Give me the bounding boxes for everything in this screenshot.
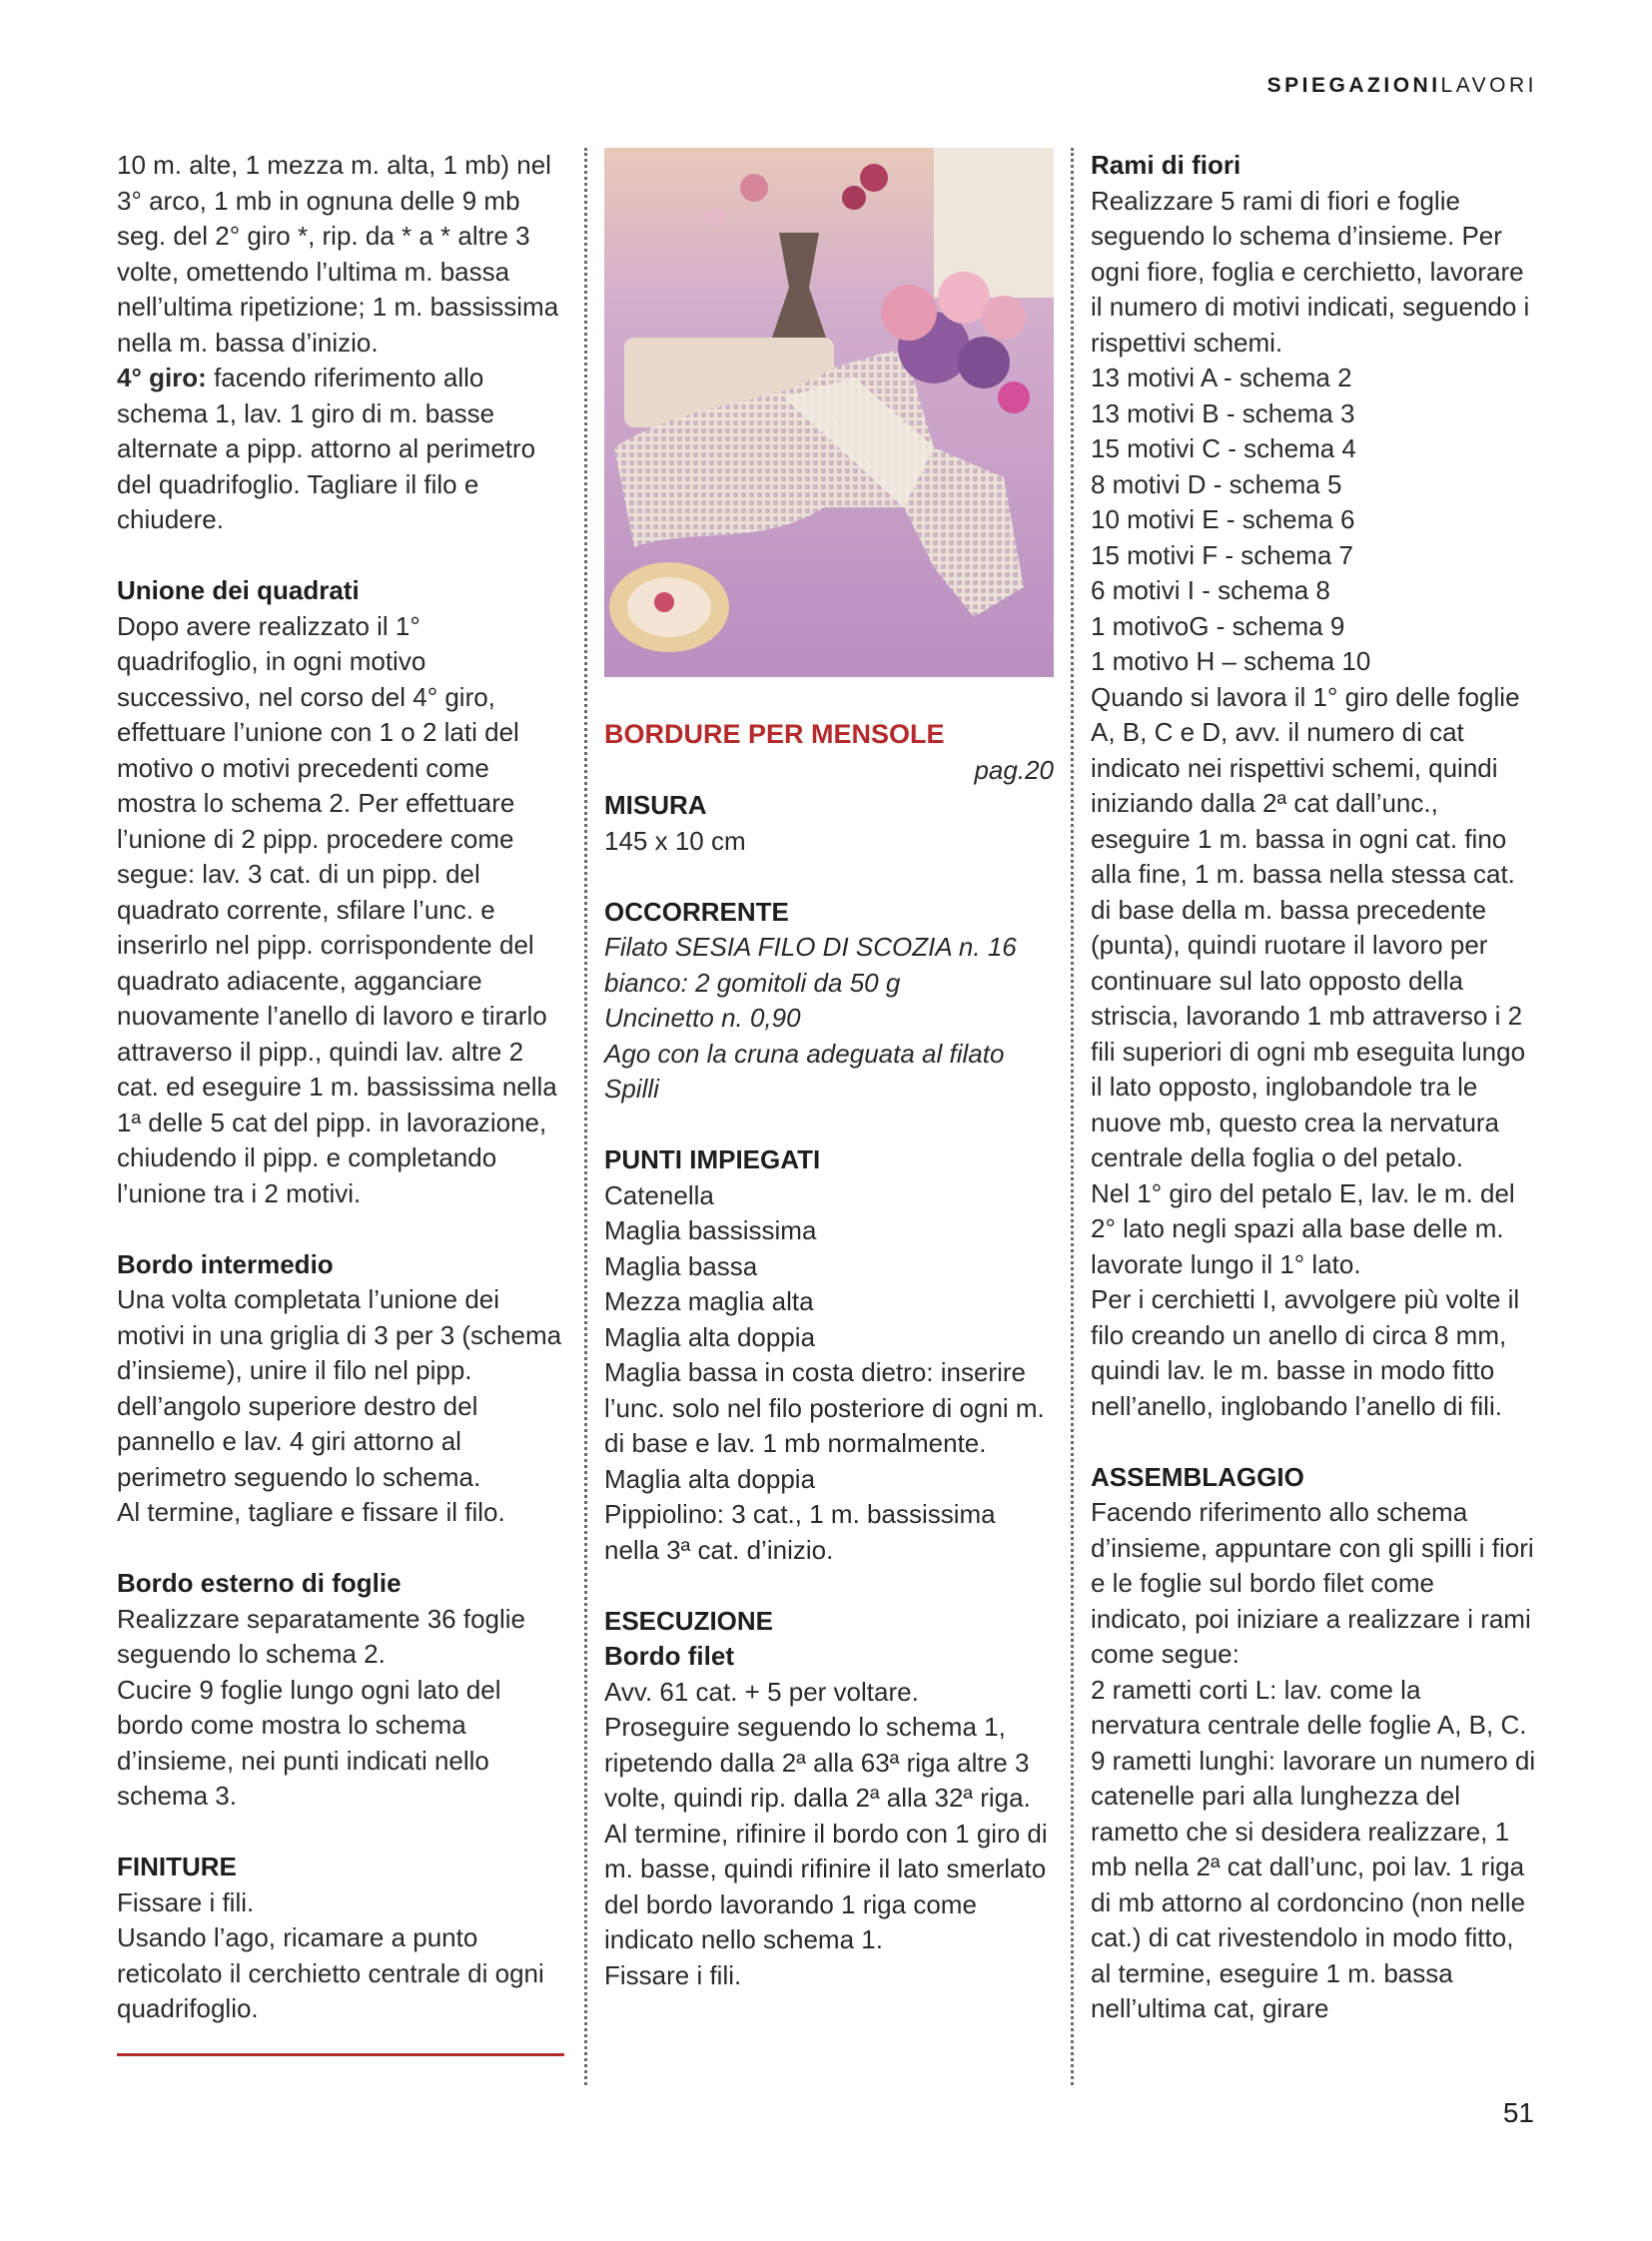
motif-item: 13 motivi A - schema 2 <box>1091 363 1352 392</box>
column-3 <box>1091 148 1536 2027</box>
paragraph: Fissare i fili. <box>117 1886 255 1917</box>
page-number: 51 <box>1502 2097 1534 2128</box>
end-rule <box>117 2053 564 2056</box>
running-header: SPIEGAZIONILAVORI <box>1266 74 1537 97</box>
stitch-item: Maglia bassa in costa dietro: inserire l’unc. solo nel filo posteriore di ogni m. di base e lav. 1 mb normalmente. <box>604 1357 1045 1458</box>
motif-item: 13 motivi B - schema 3 <box>1091 397 1355 428</box>
section-heading: ESECUZIONE <box>604 1605 774 1636</box>
page-reference: pag.20 <box>974 754 1054 785</box>
stitch-item: Mezza maglia alta <box>604 1286 814 1316</box>
material-item: Spilli <box>604 1074 659 1104</box>
material-item: Ago con la cruna adeguata al filato <box>604 1038 1005 1069</box>
motif-item: 15 motivi C - schema 4 <box>1091 433 1356 463</box>
stitch-item: Pippiolino: 3 cat., 1 m. bassissima nella 3ª cat. d’inizio. <box>604 1499 996 1565</box>
paragraph: Dopo avere realizzato il 1° quadrifoglio, in ogni motivo successivo, nel corso del 4° giro, effettuare l’unione con 1 o 2 lati del motivo o motivi precedenti come mostra lo schema 2. Per effettuare l’unione di 2 pipp. procedere come segue: lav. 3 cat. di un pipp. del quadrato corrente, sfilare l’unc. e inserirlo nel pipp. corrispondente del quadrato adiacente, agganciare nuovamente l’anello di lavoro e tirarlo attraverso il pipp., quindi lav. altre 2 cat. ed eseguire 1 m. bassissima nella 1ª delle 5 cat del pipp. in lavorazione, chiudendo il pipp. e completando l’unione tra i 2 motivi. <box>117 610 557 1208</box>
material-item: Uncinetto n. 0,90 <box>604 1003 801 1033</box>
paragraph: Al termine, rifinire il bordo con 1 giro di m. basse, quindi rifinire il lato smerlato del bordo lavorando 1 riga come indicato nello schema 1. <box>604 1818 1048 1954</box>
section-heading: FINITURE <box>117 1852 237 1881</box>
subheading: Bordo intermedio <box>117 1248 334 1279</box>
material-item: Filato SESIA FILO DI SCOZIA n. 16 bianco: 2 gomitoli da 50 g <box>604 932 1017 998</box>
paragraph: Usando l’ago, ricamare a punto reticolato il cerchietto centrale di ogni quadrifoglio. <box>117 1922 544 2023</box>
paragraph: Proseguire seguendo lo schema 1, ripetendo dalla 2ª alla 63ª riga altre 3 volte, quindi rip. dalla 2ª alla 32ª riga. <box>604 1712 1031 1813</box>
paragraph: 9 rametti lunghi: lavorare un numero di catenelle pari alla lunghezza del rametto che si desidera realizzare, 1 mb nella 2ª cat dall’unc, poi lav. 1 riga di mb attorno al cordoncino (non nelle cat.) di cat rivestendolo in modo fitto, al termine, eseguire 1 m. bassa nell’ultima cat, girare <box>1091 1745 1536 2023</box>
paragraph: Per i cerchietti I, avvolgere più volte il filo creando un anello di circa 8 mm, quindi lav. le m. basse in modo fitto nell’anello, inglobando l’anello di fili. <box>1091 1284 1520 1421</box>
subheading: Bordo esterno di foglie <box>117 1568 402 1598</box>
stitch-item: Maglia alta doppia <box>604 1321 816 1352</box>
paragraph: Avv. 61 cat. + 5 per voltare. <box>604 1676 919 1707</box>
paragraph: 145 x 10 cm <box>604 825 746 856</box>
column-divider-1 <box>584 148 587 2085</box>
motif-item: 1 motivo H – schema 10 <box>1091 646 1371 676</box>
paragraph: 4° giro: facendo riferimento allo schema 1, lav. 1 giro di m. basse alternate a pipp. attorno al perimetro del quadrifoglio. Tagliare il filo e chiudere. <box>117 363 536 534</box>
motif-item: 6 motivi I - schema 8 <box>1091 575 1330 605</box>
paragraph: Quando si lavora il 1° giro delle foglie A, B, C e D, avv. il numero di cat indicato nei rispettivi schemi, quindi iniziando dalla 2ª cat dall’unc., eseguire 1 m. bassa in ogni cat. fino alla fine, 1 m. bassa nella stessa cat. di base della m. bassa precedente (punta), quindi ruotare il lavoro per continuare sul lato opposto della striscia, lavorando 1 mb attraverso i 2 fili superiori di ogni mb eseguita lungo il lato opposto, inglobandole tra le nuove mb, questo crea la nervatura centrale della foglia o del petalo. <box>1091 681 1526 1172</box>
motif-item: 8 motivi D - schema 5 <box>1091 468 1342 499</box>
paragraph: Fissare i fili. <box>604 1959 742 1990</box>
subheading: Rami di fiori <box>1091 150 1241 180</box>
section-heading: OCCORRENTE <box>604 896 789 927</box>
paragraph: Una volta completata l’unione dei motivi in una griglia di 3 per 3 (schema d’insieme), unire il filo nel pipp. dell’angolo superiore destro del pannello e lav. 4 giri attorno al perimetro seguendo lo schema. <box>117 1284 562 1492</box>
stitch-item: Catenella <box>604 1179 714 1210</box>
paragraph: 10 m. alte, 1 mezza m. alta, 1 mb) nel 3° arco, 1 mb in ognuna delle 9 mb seg. del 2° giro *, rip. da * a * altre 3 volte, omettendo l’ultima m. bassa nell’ultima ripetizione; 1 m. bassissima nella m. bassa d’inizio. <box>117 150 559 358</box>
subheading: Unione dei quadrati <box>117 575 360 605</box>
paragraph: Facendo riferimento allo schema d’insieme, appuntare con gli spilli i fiori e le foglie sul bordo filet come indicato, poi iniziare a realizzare i rami come segue: <box>1091 1497 1534 1669</box>
column-1 <box>117 148 566 2056</box>
stitch-item: Maglia bassissima <box>604 1215 817 1245</box>
paragraph: Realizzare separatamente 36 foglie seguendo lo schema 2. <box>117 1603 526 1669</box>
motif-item: 10 motivi E - schema 6 <box>1091 504 1355 534</box>
column-divider-2 <box>1071 148 1074 2085</box>
lace-border-photo <box>604 148 1054 677</box>
motif-item: 15 motivi F - schema 7 <box>1091 539 1353 570</box>
paragraph: Al termine, tagliare e fissare il filo. <box>117 1497 505 1527</box>
paragraph: Realizzare 5 rami di fiori e foglie seguendo lo schema d’insieme. Per ogni fiore, foglia e cerchietto, lavorare il numero di motivi indicati, seguendo i rispettivi schemi. <box>1091 185 1530 358</box>
paragraph: 2 rametti corti L: lav. come la nervatura centrale delle foglie A, B, C. <box>1091 1674 1527 1740</box>
column-2 <box>604 148 1054 1993</box>
paragraph: Cucire 9 foglie lungo ogni lato del bordo come mostra lo schema d’insieme, nei punti indicati nello schema 3. <box>117 1674 501 1811</box>
product-photo <box>604 148 1054 677</box>
stitch-item: Maglia alta doppia <box>604 1463 816 1494</box>
article-title: BORDURE PER MENSOLE <box>604 719 945 749</box>
section-heading: ASSEMBLAGGIO <box>1091 1461 1304 1492</box>
section-heading: PUNTI IMPIEGATI <box>604 1144 821 1174</box>
paragraph: Nel 1° giro del petalo E, lav. le m. del 2° lato negli spazi alla base delle m. lavorate lungo il 1° lato. <box>1091 1177 1515 1279</box>
stitch-item: Maglia bassa <box>604 1250 758 1281</box>
section-heading: MISURA <box>604 790 707 820</box>
subheading: Bordo filet <box>604 1641 734 1671</box>
motif-item: 1 motivoG - schema 9 <box>1091 610 1345 641</box>
